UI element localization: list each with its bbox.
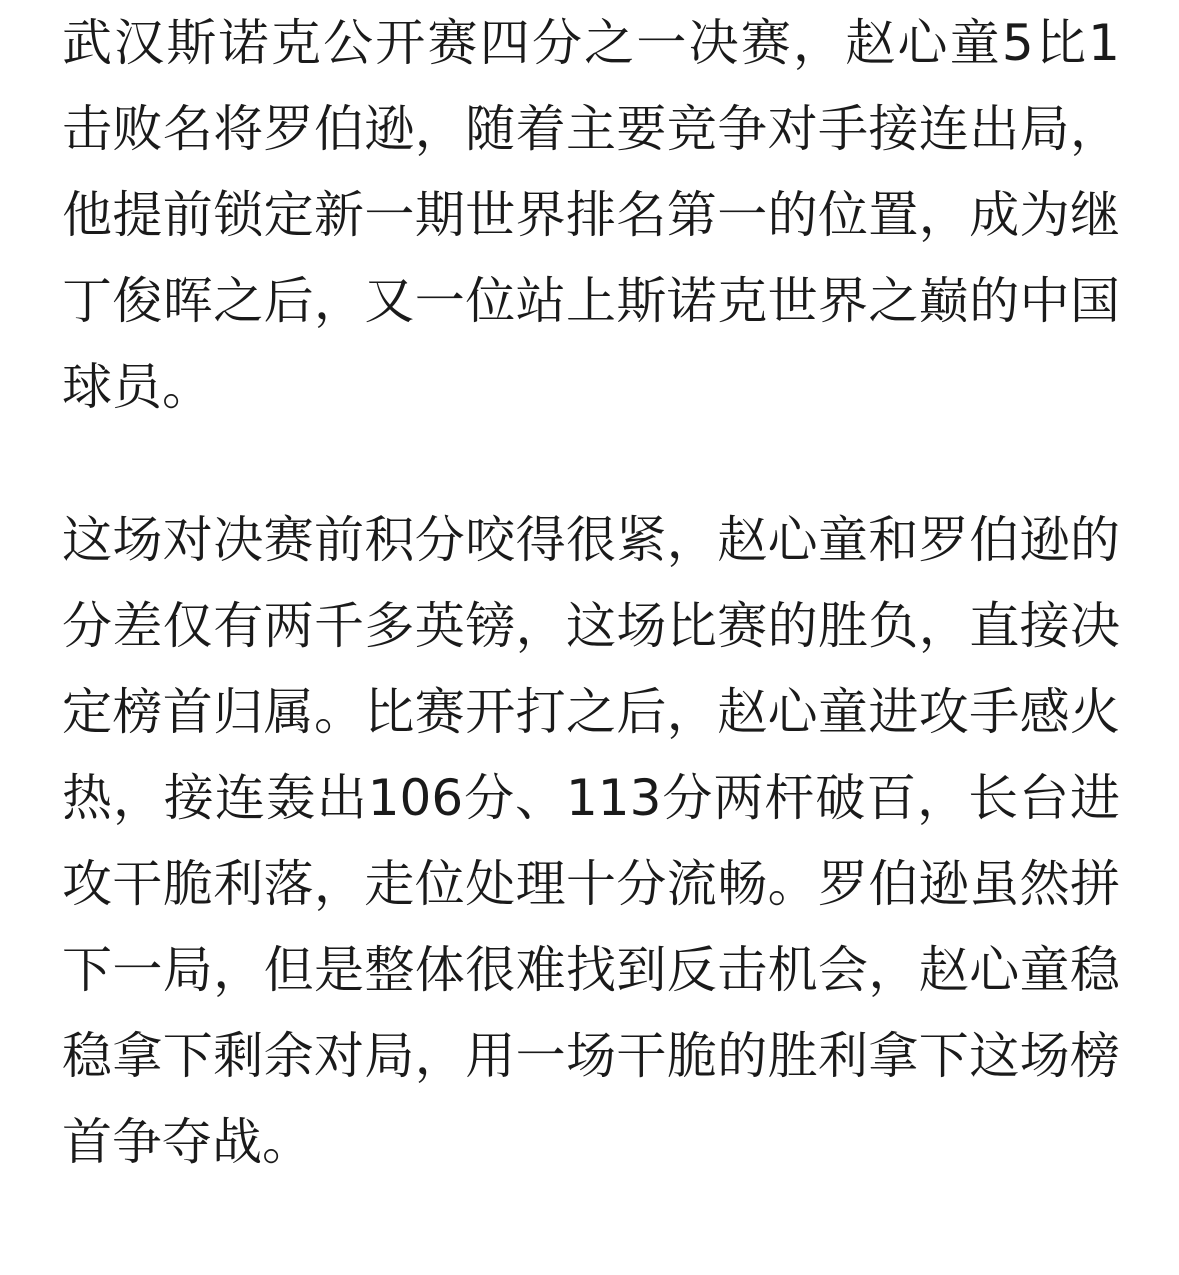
paragraph-1: 武汉斯诺克公开赛四分之一决赛，赵心童5比1击败名将罗伯逊，随着主要竞争对手接连出局，他提前锁定新一期世界排名第一的位置，成为继丁俊晖之后，又一位站上斯诺克世界之巅的中国球员。	[62, 14, 1120, 416]
paragraph-2: 这场对决赛前积分咬得很紧，赵心童和罗伯逊的分差仅有两千多英镑，这场比赛的胜负，直接决定榜首归属。比赛开打之后，赵心童进攻手感火热，接连轰出106分、113分两杆破百，长台进攻干脆利落，走位处理十分流畅。罗伯逊虽然拼下一局，但是整体很难找到反击机会，赵心童稳稳拿下剩余对局，用一场干脆的胜利拿下这场榜首争夺战。	[62, 511, 1120, 1171]
paragraph-3-partial	[62, 1229, 1120, 1275]
